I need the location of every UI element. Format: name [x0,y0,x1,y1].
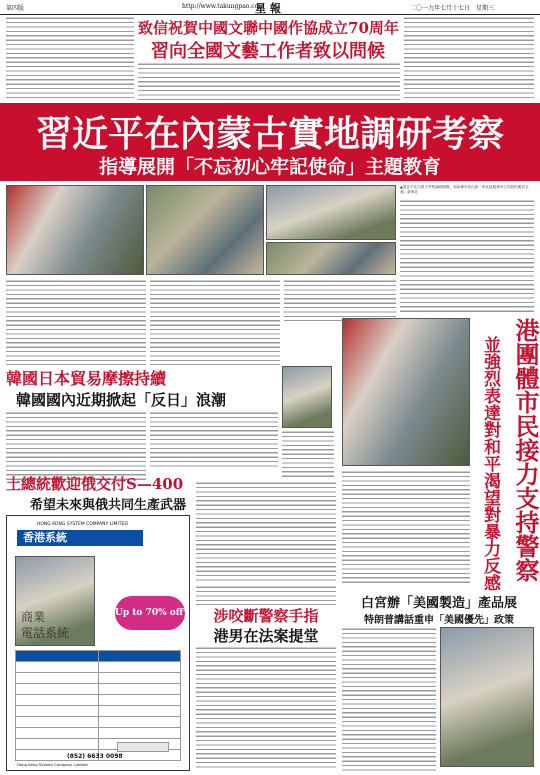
ad-line1: 商業 [21,610,46,624]
turkey-subtitle: 希望未來與俄共同生產武器 [30,498,187,513]
korea-japan-body-1 [6,411,146,481]
main-headline: 習近平在內蒙古實地調研考察 [35,113,504,155]
korea-japan-subtitle: 韓國國內近期掀起「反日」浪潮 [16,391,227,409]
main-story-body-3 [284,279,396,321]
photo-xi-4 [266,242,396,275]
issue-date: 二〇一九年七月十七日 星期三 [410,5,495,12]
whitehouse-title: 白宮辦「美國製造」產品展 [360,596,517,611]
page-label: 第四版 [6,5,25,12]
main-story-body-1 [6,279,146,365]
ad-phone-device [117,742,169,752]
ad-company-en: HONG KONG SYSTEM COMPANY LIMITED [37,522,128,527]
photo-xi-3 [266,185,396,240]
turkey-body-2 [196,585,336,605]
ad-promo-badge: Up to 70% off* [115,596,185,630]
main-story-body-2 [150,279,280,365]
page-header [0,0,540,15]
ad-line2: 電話系統 [21,626,70,640]
korea-japan-body-2 [150,411,278,469]
top-story-title-1: 致信祝賀中國文聯中國作協成立70周年 [138,19,399,37]
ad-phone[interactable]: (852) 6633 0098 [67,753,123,760]
korea-japan-body-3 [282,430,334,480]
police-case-body [196,646,336,770]
korea-japan-title: 韓國日本貿易摩擦持續 [6,369,167,388]
hk-groups-title: 港團體市民接力支持警察 [511,318,540,582]
turkey-body-1 [196,481,336,581]
main-story-caption: ▲習近平在內蒙古考察調研期間，到赤峰市松山區一家社區服務中心同居民親切交流。新華社 [400,185,529,194]
main-headline-banner [0,103,540,181]
hk-groups-subtitle: 並強烈表達對和平渴望對暴力反感 [480,336,500,591]
ad-footer: Hong Kong System Company Limited [17,762,88,767]
top-left-column [6,16,134,98]
main-story-right-body [400,199,534,313]
main-subheadline: 指導展開「不忘初心牢記使命」主題教育 [98,156,441,178]
photo-hk-rally [342,318,470,466]
police-case-title: 涉咬斷警察手指 [213,607,319,625]
photo-xi-2 [146,185,264,275]
photo-xi-1 [6,185,144,275]
ad-brand: 香港系統 [17,530,143,546]
site-url[interactable]: http://www.takungpao.com [182,3,264,10]
top-story-body [138,62,400,100]
police-case-subtitle: 港男在法案提堂 [213,627,319,645]
turkey-title: 土總統歡迎俄交付S—400 [6,475,184,493]
photo-whitehouse [440,627,534,767]
whitehouse-body [342,627,436,771]
top-story-title-2: 習向全國文藝工作者致以問候 [151,41,385,62]
whitehouse-subtitle: 特朗普講話重申「美國優先」政策 [364,615,514,626]
hk-groups-body [342,470,470,586]
masthead: 星 報 [255,2,281,15]
top-right-column [404,16,534,98]
photo-korea-protest [282,366,332,428]
advertisement[interactable] [6,515,190,771]
